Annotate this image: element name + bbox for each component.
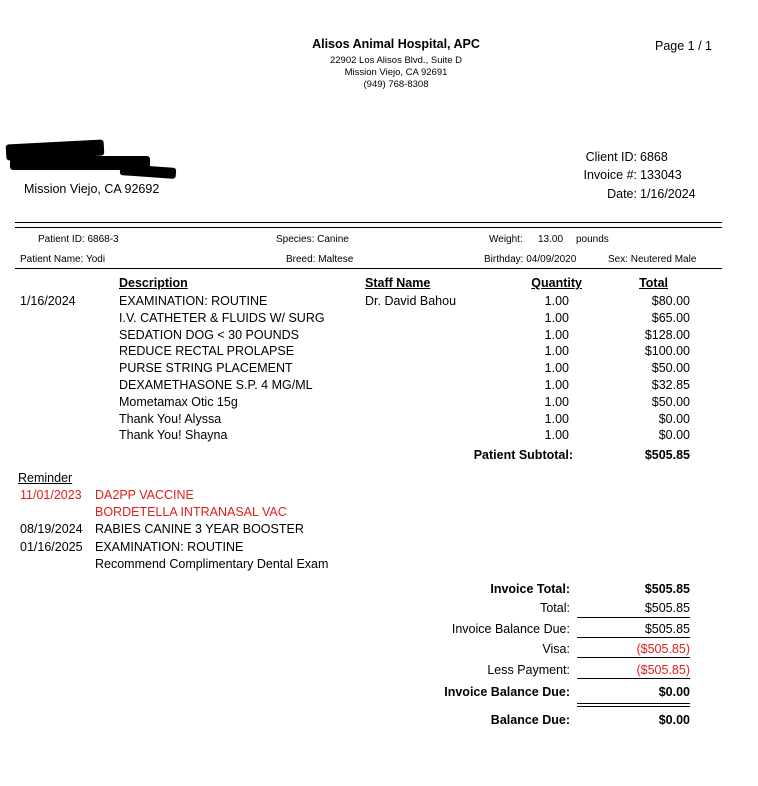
item-total: $65.00 <box>651 310 690 325</box>
item-description: Thank You! Shayna <box>119 428 228 443</box>
client-id-value: 6868 <box>640 150 668 164</box>
patient-breed: Breed: Maltese <box>286 254 354 265</box>
item-description: I.V. CATHETER & FLUIDS W/ SURG <box>119 310 325 325</box>
item-description: PURSE STRING PLACEMENT <box>119 361 293 376</box>
total-rule <box>577 637 690 638</box>
hospital-address-line-1: 22902 Los Alisos Blvd., Suite D <box>329 55 463 66</box>
reminder-text: BORDETELLA INTRANASAL VAC <box>95 505 287 519</box>
patient-weight-unit: pounds <box>576 234 609 245</box>
item-quantity: 1.00 <box>544 428 569 443</box>
reminder-date: 11/01/2023 <box>20 488 82 502</box>
item-quantity: 1.00 <box>544 378 569 392</box>
reminder-text: Recommend Complimentary Dental Exam <box>95 557 329 571</box>
totals-value: ($505.85) <box>636 663 690 677</box>
totals-label: Invoice Total: <box>490 582 570 596</box>
item-total: $0.00 <box>658 411 690 426</box>
patient-birthday: Birthday: 04/09/2020 <box>484 254 577 265</box>
item-quantity: 1.00 <box>544 294 569 308</box>
header-total: Total <box>639 276 668 290</box>
item-quantity: 1.00 <box>544 344 569 359</box>
totals-label: Less Payment: <box>487 663 570 677</box>
totals-value: $505.85 <box>644 582 690 596</box>
item-quantity: 1.00 <box>544 394 569 409</box>
invoice-date-value: 1/16/2024 <box>640 187 696 201</box>
invoice-number-label: Invoice #: <box>583 168 637 182</box>
item-total: $80.00 <box>651 294 690 308</box>
item-quantity: 1.00 <box>544 361 569 376</box>
hospital-name: Alisos Animal Hospital, APC <box>312 37 480 51</box>
patient-weight-label: Weight: <box>489 234 523 245</box>
item-total: $32.85 <box>651 378 690 392</box>
totals-label: Invoice Balance Due: <box>451 622 570 636</box>
invoice-date-label: Date: <box>607 187 637 201</box>
item-description: SEDATION DOG < 30 POUNDS <box>119 327 300 342</box>
subtotal-value: $505.85 <box>644 448 690 462</box>
item-description: DEXAMETHASONE S.P. 4 MG/ML <box>119 378 313 392</box>
item-description: Mometamax Otic 15g <box>119 394 238 409</box>
item-description: Thank You! Alyssa <box>119 411 222 426</box>
item-total: $50.00 <box>651 361 690 376</box>
item-total: $100.00 <box>644 344 690 359</box>
invoice-number-value: 133043 <box>640 168 682 182</box>
header-staff-name: Staff Name <box>365 276 431 290</box>
item-total: $50.00 <box>651 394 690 409</box>
item-quantity: 1.00 <box>544 327 569 342</box>
double-rule <box>577 703 690 707</box>
totals-value: $505.85 <box>644 622 690 636</box>
item-description: REDUCE RECTAL PROLAPSE <box>119 344 295 359</box>
totals-value: $0.00 <box>658 685 690 699</box>
item-total: $0.00 <box>658 428 690 443</box>
reminder-text: DA2PP VACCINE <box>95 488 194 502</box>
item-description: EXAMINATION: ROUTINE <box>119 294 268 308</box>
item-quantity: 1.00 <box>544 310 569 325</box>
totals-label: Total: <box>540 601 570 615</box>
patient-name: Patient Name: Yodi <box>20 254 106 265</box>
reminder-text: EXAMINATION: ROUTINE <box>95 540 244 554</box>
hospital-phone: (949) 768-8308 <box>363 79 429 90</box>
client-city-line: Mission Viejo, CA 92692 <box>24 182 160 196</box>
totals-value: ($505.85) <box>636 642 690 656</box>
reminder-date: 08/19/2024 <box>20 522 83 536</box>
subtotal-label: Patient Subtotal: <box>473 448 573 462</box>
hospital-address-line-2: Mission Viejo, CA 92691 <box>344 67 448 78</box>
reminder-date: 01/16/2025 <box>20 540 83 554</box>
divider-top-2 <box>15 227 722 228</box>
totals-label: Visa: <box>542 642 570 656</box>
patient-sex: Sex: Neutered Male <box>608 254 697 265</box>
header-quantity: Quantity <box>531 276 582 290</box>
divider-patient-bottom <box>15 268 722 269</box>
totals-value: $0.00 <box>658 713 690 727</box>
service-date: 1/16/2024 <box>20 294 76 308</box>
header-description: Description <box>119 276 188 290</box>
page-number: Page 1 / 1 <box>655 39 712 53</box>
item-quantity: 1.00 <box>544 411 569 426</box>
patient-id: Patient ID: 6868-3 <box>38 234 119 245</box>
total-rule <box>577 617 690 618</box>
divider-top-1 <box>15 222 722 223</box>
client-id-label: Client ID: <box>585 150 637 164</box>
total-rule <box>577 678 690 679</box>
totals-label: Invoice Balance Due: <box>444 685 570 699</box>
item-total: $128.00 <box>644 327 690 342</box>
total-rule <box>577 657 690 658</box>
totals-value: $505.85 <box>644 601 690 615</box>
reminder-text: RABIES CANINE 3 YEAR BOOSTER <box>95 522 304 536</box>
reminder-title: Reminder <box>18 471 73 485</box>
patient-species: Species: Canine <box>276 234 349 245</box>
patient-weight-value: 13.00 <box>538 234 564 245</box>
totals-label: Balance Due: <box>490 713 570 727</box>
staff-name: Dr. David Bahou <box>365 294 457 308</box>
